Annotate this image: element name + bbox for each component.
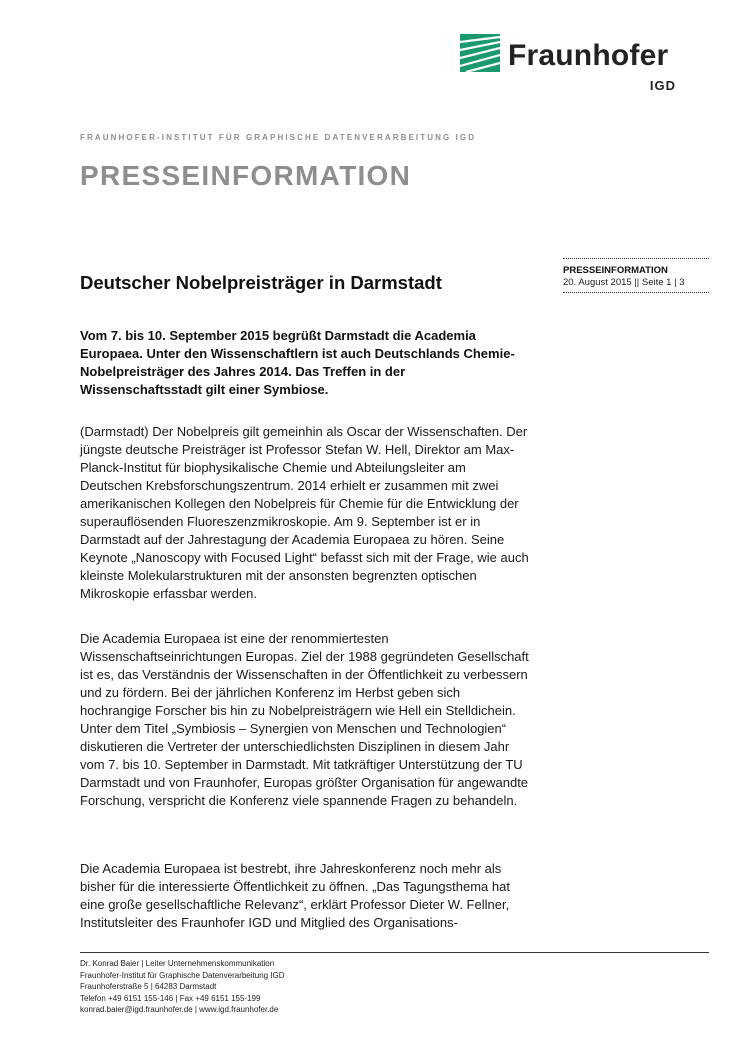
article-paragraph: Die Academia Europaea ist bestrebt, ihre Jahreskonferenz noch mehr als bisher für die interessierte Öffentlichkeit zu öffnen. „Das Tagungsthema hat eine große gesellschaftliche Relevanz“, erklärt Professor Dieter W. Fellner, Institutsleiter des Fraunhofer IGD und Mitglied des Organisations- [80, 861, 510, 930]
footer-line-address: Fraunhoferstraße 5 | 64283 Darmstadt [80, 982, 217, 991]
fraunhofer-logo [460, 34, 680, 94]
footer-divider [80, 952, 709, 953]
footer-line-institute: Fraunhofer-Institut für Graphische Datenverarbeitung IGD [80, 970, 285, 980]
article-headline: Deutscher Nobelpreisträger in Darmstadt [80, 272, 442, 293]
logo-subtitle: IGD [649, 78, 676, 93]
sidebar-date-page: 20. August 2015 || Seite 1 | 3 [563, 277, 685, 288]
sidebar-title: PRESSEINFORMATION [563, 265, 668, 276]
logo-wordmark: Fraunhofer [508, 39, 669, 72]
document-type: PRESSEINFORMATION [80, 160, 412, 191]
article-paragraph: (Darmstadt) Der Nobelpreis gilt gemeinhin als Oscar der Wissenschaften. Der jüngste deutsche Preisträger ist Professor Stefan W. Hell, Direktor am Max-Planck-Institut für biophysikalische Chemie und Abteilungsleiter am Deutschen Krebsforschungszentrum. 2014 erhielt er zusammen mit zwei amerikanischen Kollegen den Nobelpreis für Chemie für die Entwicklung der superauflösenden Fluoreszenzmikroskopie. Am 9. September ist er in Darmstadt auf der Jahrestagung der Academia Europaea zu hören. Seine Keynote „Nanoscopy with Focused Light“ befasst sich mit der Frage, wie auch kleinste Molekularstrukturen mit der ansonsten begrenzten optischen Mikroskopie erfassbar werden. [80, 424, 529, 601]
footer-line-phone-fax: Telefon +49 6151 155-146 | Fax +49 6151 155-199 [80, 993, 261, 1003]
footer-contact [80, 958, 285, 1016]
footer-line-contact-person: Dr. Konrad Baier | Leiter Unternehmenskommunikation [80, 959, 275, 968]
article-lead: Vom 7. bis 10. September 2015 begrüßt Darmstadt die Academia Europaea. Unter den Wissenschaftlern ist auch Deutschlands Chemie-Nobelpreisträger des Jahres 2014. Das Treffen in der Wissenschaftsstadt gilt einer Symbiose. [80, 328, 515, 397]
sidebar-divider [563, 292, 709, 293]
footer-line-email-web: konrad.baier@igd.fraunhofer.de | www.igd.fraunhofer.de [80, 1005, 279, 1014]
institute-name: FRAUNHOFER-INSTITUT FÜR GRAPHISCHE DATENVERARBEITUNG IGD [80, 133, 477, 142]
fraunhofer-logo-mark-icon [460, 34, 500, 72]
sidebar-info [563, 258, 709, 293]
article-paragraph: Die Academia Europaea ist eine der renommiertesten Wissenschaftseinrichtungen Europas. Ziel der 1988 gegründeten Gesellschaft ist es, das Verständnis der Wissenschaften in der Öffentlichkeit zu verbessern und zu fördern. Bei der jährlichen Konferenz im Herbst geben sich hochrangige Forscher bis hin zu Nobelpreisträgern wie Hell ein Stelldichein. Unter dem Titel „Symbiosis – Synergien von Menschen und Technologien“ diskutieren die Vertreter der unterschiedlichsten Disziplinen in diesem Jahr vom 7. bis 10. September in Darmstadt. Mit tatkräftiger Unterstützung der TU Darmstadt und von Fraunhofer, Europas größter Organisation für angewandte Forschung, verspricht die Konferenz viele spannende Fragen zu behandeln. [80, 631, 529, 808]
